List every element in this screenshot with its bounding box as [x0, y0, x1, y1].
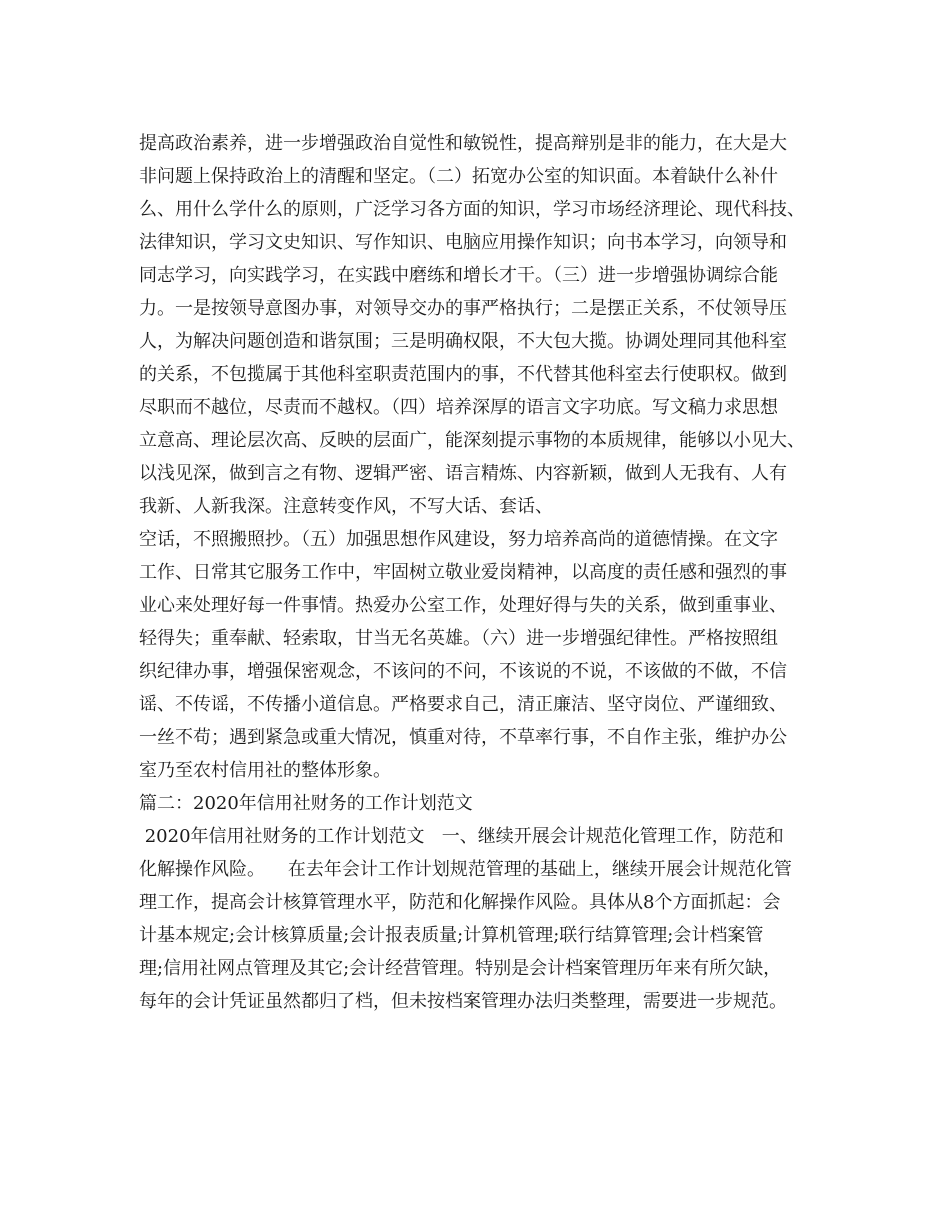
text-line: 室乃至农村信用社的整体形象。 — [139, 760, 391, 781]
text-line: 人，为解决问题创造和谐氛围；三是明确权限，不大包大揽。协调处理同其他科室 — [139, 331, 787, 352]
text-line: 理工作，提高会计核算管理水平，防范和化解操作风险。具体从8个方面抓起：会 — [139, 892, 781, 913]
text-line: 理;信用社网点管理及其它;会计经营管理。特别是会计档案管理历年来有所欠缺， — [139, 958, 782, 979]
text-line: 一丝不苟；遇到紧急或重大情况，慎重对待，不草率行事，不自作主张，维护办公 — [139, 727, 787, 748]
text-line: 法律知识，学习文史知识、写作知识、电脑应用操作知识；向书本学习，向领导和 — [139, 232, 787, 253]
text-line: 轻得失；重奉献、轻索取，甘当无名英雄。（六）进一步增强纪律性。严格按照组 — [139, 628, 778, 649]
text-line: 每年的会计凭证虽然都归了档，但未按档案管理办法归类整理，需要进一步规范。 — [139, 991, 787, 1012]
text-line: 的关系，不包揽属于其他科室职责范围内的事，不代替其他科室去行使职权。做到 — [139, 364, 787, 385]
text-line: 立意高、理论层次高、反映的层面广，能深刻提示事物的本质规律，能够以小见大、 — [139, 430, 805, 451]
text-line: 非问题上保持政治上的清醒和坚定。（二）拓宽办公室的知识面。本着缺什么补什 — [139, 166, 778, 187]
text-line: 尽职而不越位，尽责而不越权。（四）培养深厚的语言文字功底。写文稿力求思想 — [139, 397, 778, 418]
text-line: 提高政治素养，进一步增强政治自觉性和敏锐性，提高辩别是非的能力，在大是大 — [139, 133, 787, 154]
text-line: 谣、不传谣，不传播小道信息。严格要求自己，清正廉洁、坚守岗位、严谨细致、 — [139, 694, 787, 715]
section-heading: 篇二：2020年信用社财务的工作计划范文 — [139, 793, 473, 814]
text-line: 工作、日常其它服务工作中，牢固树立敬业爱岗精神，以高度的责任感和强烈的事 — [139, 562, 787, 583]
text-line: 化解操作风险。 在去年会计工作计划规范管理的基础上，继续开展会计规范化管 — [139, 859, 792, 880]
text-line: 力。一是按领导意图办事，对领导交办的事严格执行；二是摆正关系，不仗领导压 — [139, 298, 787, 319]
text-line: 空话，不照搬照抄。（五）加强思想作风建设，努力培养高尚的道德情操。在文字 — [139, 529, 778, 550]
text-line: 业心来处理好每一件事情。热爱办公室工作，处理好得与失的关系，做到重事业、 — [139, 595, 787, 616]
text-line: 我新、人新我深。注意转变作风，不写大话、套话、 — [139, 496, 553, 517]
text-line: 么、用什么学什么的原则，广泛学习各方面的知识，学习市场经济理论、现代科技、 — [139, 199, 805, 220]
text-line: 同志学习，向实践学习，在实践中磨练和增长才干。（三）进一步增强协调综合能 — [139, 265, 778, 286]
text-line: 2020年信用社财务的工作计划范文 一、继续开展会计规范化管理工作，防范和 — [139, 826, 784, 847]
text-line: 计基本规定;会计核算质量;会计报表质量;计算机管理;联行结算管理;会计档案管 — [139, 925, 764, 946]
text-line: 以浅见深，做到言之有物、逻辑严密、语言精炼、内容新颖，做到人无我有、人有 — [139, 463, 787, 484]
text-line: 织纪律办事，增强保密观念，不该问的不问，不该说的不说，不该做的不做，不信 — [139, 661, 787, 682]
